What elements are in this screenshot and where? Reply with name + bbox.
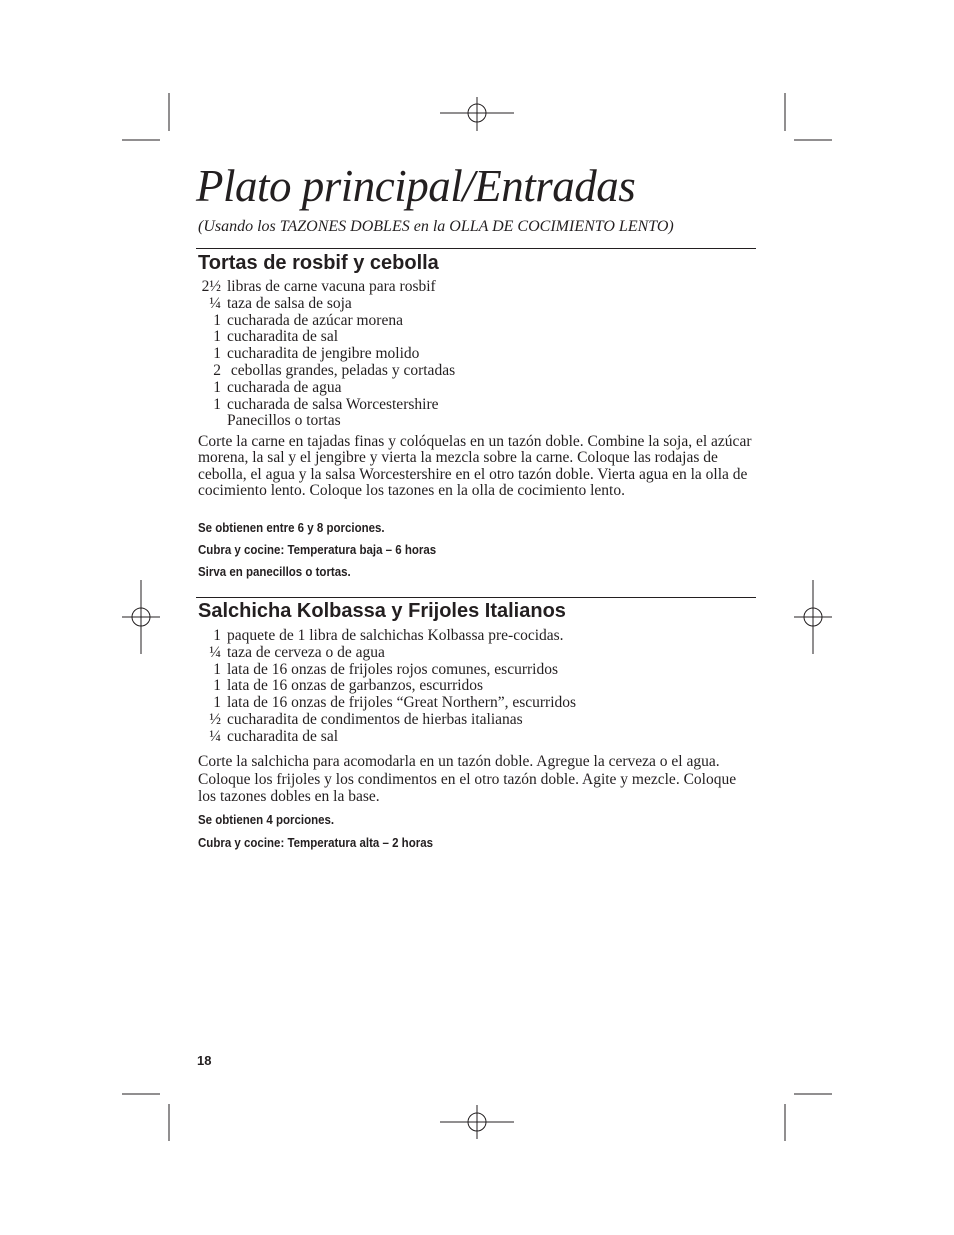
page-title: Plato principal/Entradas [196,161,636,211]
registration-mark-right [794,580,832,654]
ingredient-qty: ¼ [209,727,221,745]
recipe1-serving-note: Sirva en panecillos o tortas. [198,565,351,579]
crop-mark-top-right [785,93,832,140]
crop-mark-top-left [122,93,169,140]
ingredient-text: cucharadita de condimentos de hierbas italianas [227,710,523,728]
ingredient-qty: 1 [213,378,221,396]
ingredient-item [198,397,455,414]
ingredient-qty: ½ [209,710,221,728]
crop-mark-bottom-right [785,1094,832,1141]
recipe2-cook-time: Cubra y cocine: Temperatura alta – 2 horas [198,836,433,850]
ingredient-text: cucharadita de sal [227,727,339,745]
ingredient-item [198,628,576,645]
ingredient-qty: 1 [213,677,221,695]
registration-mark-bottom [440,1105,514,1139]
crop-mark-bottom-left [122,1094,169,1141]
ingredient-item [198,413,455,430]
ingredient-qty [198,413,227,430]
ingredient-item [198,346,455,363]
recipe1-cook-time: Cubra y cocine: Temperatura baja – 6 horas [198,543,437,557]
ingredient-text: cucharada de azúcar morena [227,311,403,329]
recipe2-yield: Se obtienen 4 porciones. [198,813,335,827]
ingredient-text: cucharada de salsa Worcestershire [227,395,439,413]
recipe1-directions: Corte la carne en tajadas finas y colóquelas en un tazón doble. Combine la soja, el azúcar morena, la sal y el jengibre y vierta la mezcla sobre la carne. Coloque las rodajas de cebolla, el agua y la salsa Worcestershire en el otro tazón doble. Vierta agua en la olla de cocimiento lento. Coloque los tazones en la olla de cocimiento lento. [198,433,752,499]
ingredient-text: cucharadita de sal [227,328,339,346]
ingredient-item [198,296,455,313]
ingredient-text: Panecillos o tortas [227,412,341,430]
ingredient-item [198,729,576,746]
recipe1-heading: Tortas de rosbif y cebolla [198,252,439,274]
ingredient-qty: ¼ [209,294,221,312]
ingredient-qty: 1 [213,311,221,329]
ingredient-item [198,678,576,695]
recipe1-yield: Se obtienen entre 6 y 8 porciones. [198,521,385,535]
section-divider-recipe2 [196,597,756,598]
ingredient-qty: 2 [213,361,221,379]
ingredient-item [198,380,455,397]
ingredient-text: paquete de 1 libra de salchichas Kolbassa pre-cocidas. [227,627,564,644]
ingredient-item [198,712,576,729]
ingredient-text: taza de cerveza o de agua [227,643,385,661]
ingredient-qty: 1 [213,345,221,363]
ingredient-text: lata de 16 onzas de frijoles rojos comunes, escurridos [227,660,559,678]
ingredient-text: cucharada de agua [227,378,342,396]
ingredient-text: cucharadita de jengibre molido [227,345,420,363]
registration-mark-top [440,97,514,131]
ingredient-item [198,313,455,330]
ingredient-qty: ¼ [209,643,221,661]
ingredient-qty: 1 [213,694,221,712]
recipe2-directions: Corte la salchicha para acomodarla en un tazón doble. Agregue la cerveza o el agua. Coloque los frijoles y los condimentos en el otro tazón doble. Agite y mezcle. Coloque los tazones dobles en la base. [198,753,737,805]
ingredient-item [198,279,455,296]
ingredient-item [198,662,576,679]
recipe1-ingredient-list [198,279,455,430]
registration-mark-left [122,580,160,654]
ingredient-qty: 1 [213,395,221,413]
ingredient-item [198,645,576,662]
recipe2-heading: Salchicha Kolbassa y Frijoles Italianos [198,600,566,622]
ingredient-item [198,695,576,712]
ingredient-qty: 1 [213,660,221,678]
page-subtitle: (Usando los TAZONES DOBLES en la OLLA DE COCIMIENTO LENTO) [198,218,674,235]
section-divider-recipe1 [196,248,756,249]
ingredient-text: lata de 16 onzas de garbanzos, escurridos [227,677,484,695]
ingredient-qty: 2½ [201,278,221,295]
page-number: 18 [197,1053,212,1068]
ingredient-qty: 1 [213,328,221,346]
ingredient-qty: 1 [213,627,221,644]
ingredient-text: cebollas grandes, peladas y cortadas [227,361,456,379]
ingredient-item [198,329,455,346]
ingredient-text: lata de 16 onzas de frijoles “Great Northern”, escurridos [227,694,577,712]
ingredient-text: libras de carne vacuna para rosbif [227,278,436,295]
recipe2-ingredient-list [198,628,576,746]
ingredient-text: taza de salsa de soja [227,294,352,312]
ingredient-item [198,363,455,380]
